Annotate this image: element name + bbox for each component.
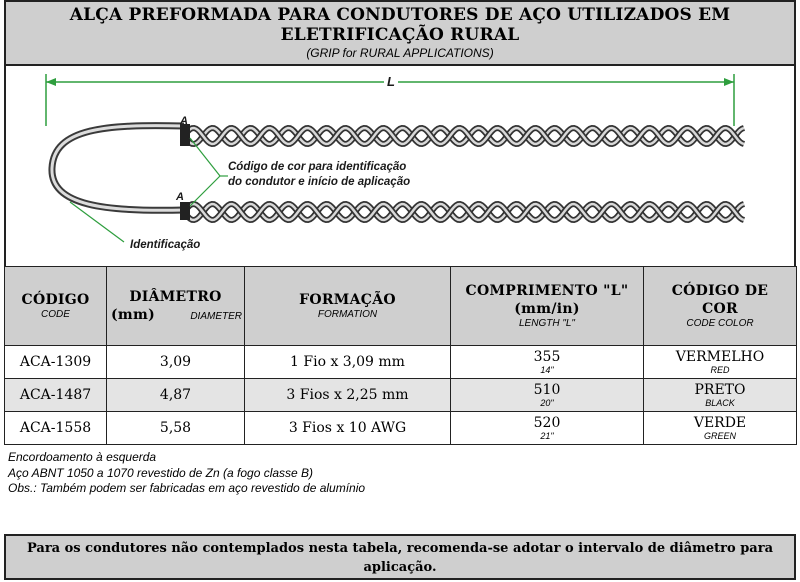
title-banner [4,0,796,66]
cell-color [644,346,797,379]
cell-length [451,346,644,379]
callout-leader-lower [190,176,220,206]
cell-code: ACA-1558 [5,412,107,445]
cell-formation: 3 Fios x 2,25 mm [245,379,451,412]
cell-color-pt: VERDE [693,414,747,431]
header-color-label-1: CÓDIGO DE [671,283,769,299]
header-formation-label: FORMAÇÃO [299,292,396,308]
header-formation [245,267,451,346]
header-color-sub: CODE COLOR [686,318,754,329]
cell-length-mm: 520 [533,414,561,431]
cell-diameter: 5,58 [107,412,245,445]
grip-drawing [6,66,794,266]
arrow-left-icon [46,78,56,86]
note-stranding: Encordoamento à esquerda [8,450,157,464]
table-row [5,412,797,445]
callout-text-line-1: Código de cor para identificação [228,161,407,173]
title-line-1: ALÇA PREFORMADA PARA CONDUTORES DE AÇO UTILIZADOS EM [69,5,731,25]
callout-text-line-2: do condutor e início de aplicação [228,176,411,188]
cell-color-en: RED [710,364,730,375]
header-diameter-unit: (mm) [111,307,156,323]
grip-loop-highlight [52,126,184,211]
marker-label-upper: A [180,115,188,127]
table-header-row [5,267,797,346]
cell-color-pt: VERMELHO [675,348,765,365]
header-length-label-2: (mm/in) [514,301,580,317]
header-diameter-sub: DIAMETER [190,311,242,322]
spec-table [4,266,797,445]
cell-length-in: 21" [540,430,554,441]
cell-code: ACA-1309 [5,346,107,379]
header-diameter [107,267,245,346]
cell-color [644,412,797,445]
cell-diameter: 4,87 [107,379,245,412]
title-line-2: ELETRIFICAÇÃO RURAL [280,25,520,45]
header-color-label-2: COR [702,301,738,317]
header-diameter-label: DIÂMETRO [129,289,222,305]
cell-diameter: 3,09 [107,346,245,379]
grip-helix-lower [184,204,744,220]
cell-length-mm: 355 [533,348,561,365]
table-row [5,346,797,379]
cell-color [644,379,797,412]
note-observation: Obs.: Também podem ser fabricadas em aço revestido de alumínio [8,481,366,495]
header-formation-sub: FORMATION [317,309,378,320]
table-row [5,379,797,412]
title-subtitle: (GRIP for RURAL APPLICATIONS) [306,46,494,60]
footer-recommendation [4,534,796,580]
cell-length [451,412,644,445]
cell-length-in: 14" [540,364,554,375]
notes [8,450,365,497]
dimension-label: L [387,74,395,89]
header-length [451,267,644,346]
header-length-sub: LENGTH "L" [518,318,575,329]
cell-length [451,379,644,412]
cell-formation: 1 Fio x 3,09 mm [245,346,451,379]
grip-drawing-panel [4,66,796,266]
cell-color-en: BLACK [705,397,735,408]
cell-code: ACA-1487 [5,379,107,412]
header-code-label: CÓDIGO [21,292,90,308]
cell-length-mm: 510 [533,381,561,398]
color-marker-upper [180,124,190,146]
cell-color-en: GREEN [703,430,736,441]
identification-label: Identificação [130,239,201,251]
color-marker-lower [180,202,190,220]
cell-length-in: 20" [540,397,554,408]
header-color [644,267,797,346]
marker-label-lower: A [176,191,184,203]
grip-helix-upper [184,128,744,144]
header-length-label-1: COMPRIMENTO "L" [465,283,629,299]
header-code-sub: CODE [41,309,70,320]
cell-formation: 3 Fios x 10 AWG [245,412,451,445]
footer-text: Para os condutores não contemplados nesta tabela, recomenda-se adotar o intervalo de diâmetro para aplicação. [26,541,773,575]
note-material: Aço ABNT 1050 a 1070 revestido de Zn (a fogo classe B) [8,465,314,480]
header-code [5,267,107,346]
cell-color-pt: PRETO [694,381,746,398]
arrow-right-icon [724,78,734,86]
